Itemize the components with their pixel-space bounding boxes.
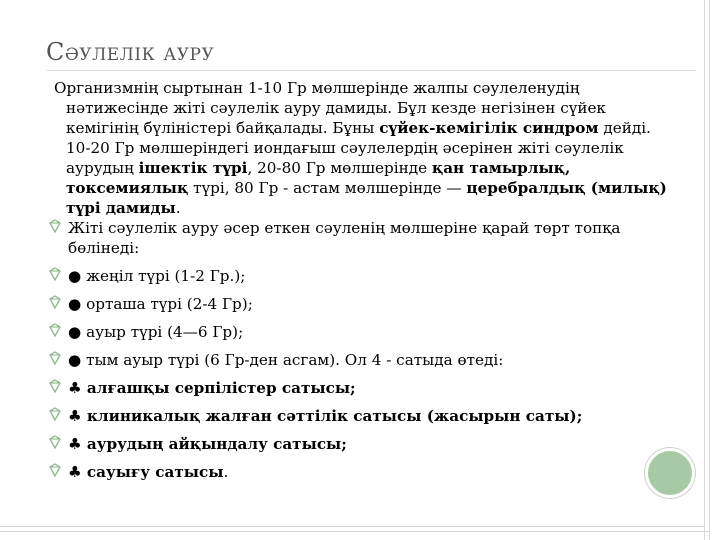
bullet-marker-icon [48, 323, 62, 337]
bullet-text: ● жеңіл түрі (1-2 Гр.); [68, 267, 246, 285]
intro-bold-2: ішектік түрі [138, 159, 248, 177]
bullet-marker-icon [48, 379, 62, 393]
bullet-suffix: . [223, 463, 229, 481]
bullet-text: ● орташа түрі (2-4 Гр); [68, 295, 253, 313]
list-item [48, 218, 676, 258]
bullet-list [48, 218, 676, 482]
list-item [48, 434, 676, 454]
intro-text-5: . [175, 199, 181, 217]
bullet-text: ● тым ауыр түрі (6 Гр-ден асгам). Ол 4 - сатыда өтеді: [68, 351, 504, 369]
bullet-text: ♣ сауығу сатысы [68, 463, 224, 481]
bullet-text: ● ауыр түрі (4—6 Гр); [68, 323, 244, 341]
bullet-marker-icon [48, 295, 62, 309]
intro-bold-1: сүйек-кемігілік синдром [379, 119, 599, 137]
intro-text-2: дейді. 10-20 Гр мөлшеріндегі иондағыш сәулелердің әсерінен жіті сәулелік аурудың [66, 119, 651, 177]
intro-bold-4: церебралдық (милық) түрі дамиды [66, 179, 667, 217]
slide-content [48, 78, 676, 490]
bullet-marker-icon [48, 463, 62, 477]
bullet-text: ♣ аурудың айқындалу сатысы; [68, 435, 347, 453]
frame-bottom-border [0, 526, 705, 527]
list-item [48, 350, 676, 370]
intro-paragraph [48, 78, 676, 218]
intro-text-3: , 20-80 Гр мөлшерінде [247, 159, 432, 177]
frame-right-border-inner [709, 0, 710, 540]
list-item [48, 294, 676, 314]
decorative-circle [645, 448, 695, 498]
list-item [48, 406, 676, 426]
slide-title: Сәулелік ауру [46, 38, 215, 66]
list-item [48, 462, 676, 482]
bullet-text: Жіті сәулелік ауру әсер еткен сәуленің мөлшеріне қарай төрт топқа бөлінеді: [68, 219, 621, 257]
bullet-marker-icon [48, 267, 62, 281]
title-divider [46, 70, 696, 71]
bullet-text: ♣ клиникалық жалған сәттілік сатысы (жасырын саты); [68, 407, 583, 425]
frame-right-border [704, 0, 705, 540]
bullet-text: ♣ алғашқы серпілістер сатысы; [68, 379, 356, 397]
bullet-marker-icon [48, 219, 62, 233]
frame-bottom-border-inner [0, 531, 710, 532]
list-item [48, 378, 676, 398]
list-item [48, 266, 676, 286]
intro-text-1: Организмнің сыртынан 1-10 Гр мөлшерінде жалпы сәулеленудің нәтижесінде жіті сәулелік ауру дамиды. Бұл кезде негізінен сүйек кемігінің бүліністері байқалады. Бұны [54, 79, 606, 137]
intro-text-4: түрі, 80 Гр - астам мөлшерінде — [188, 179, 467, 197]
list-item [48, 322, 676, 342]
bullet-marker-icon [48, 435, 62, 449]
bullet-marker-icon [48, 351, 62, 365]
intro-bold-3: қан тамырлық, токсемиялық [66, 159, 571, 197]
bullet-marker-icon [48, 407, 62, 421]
